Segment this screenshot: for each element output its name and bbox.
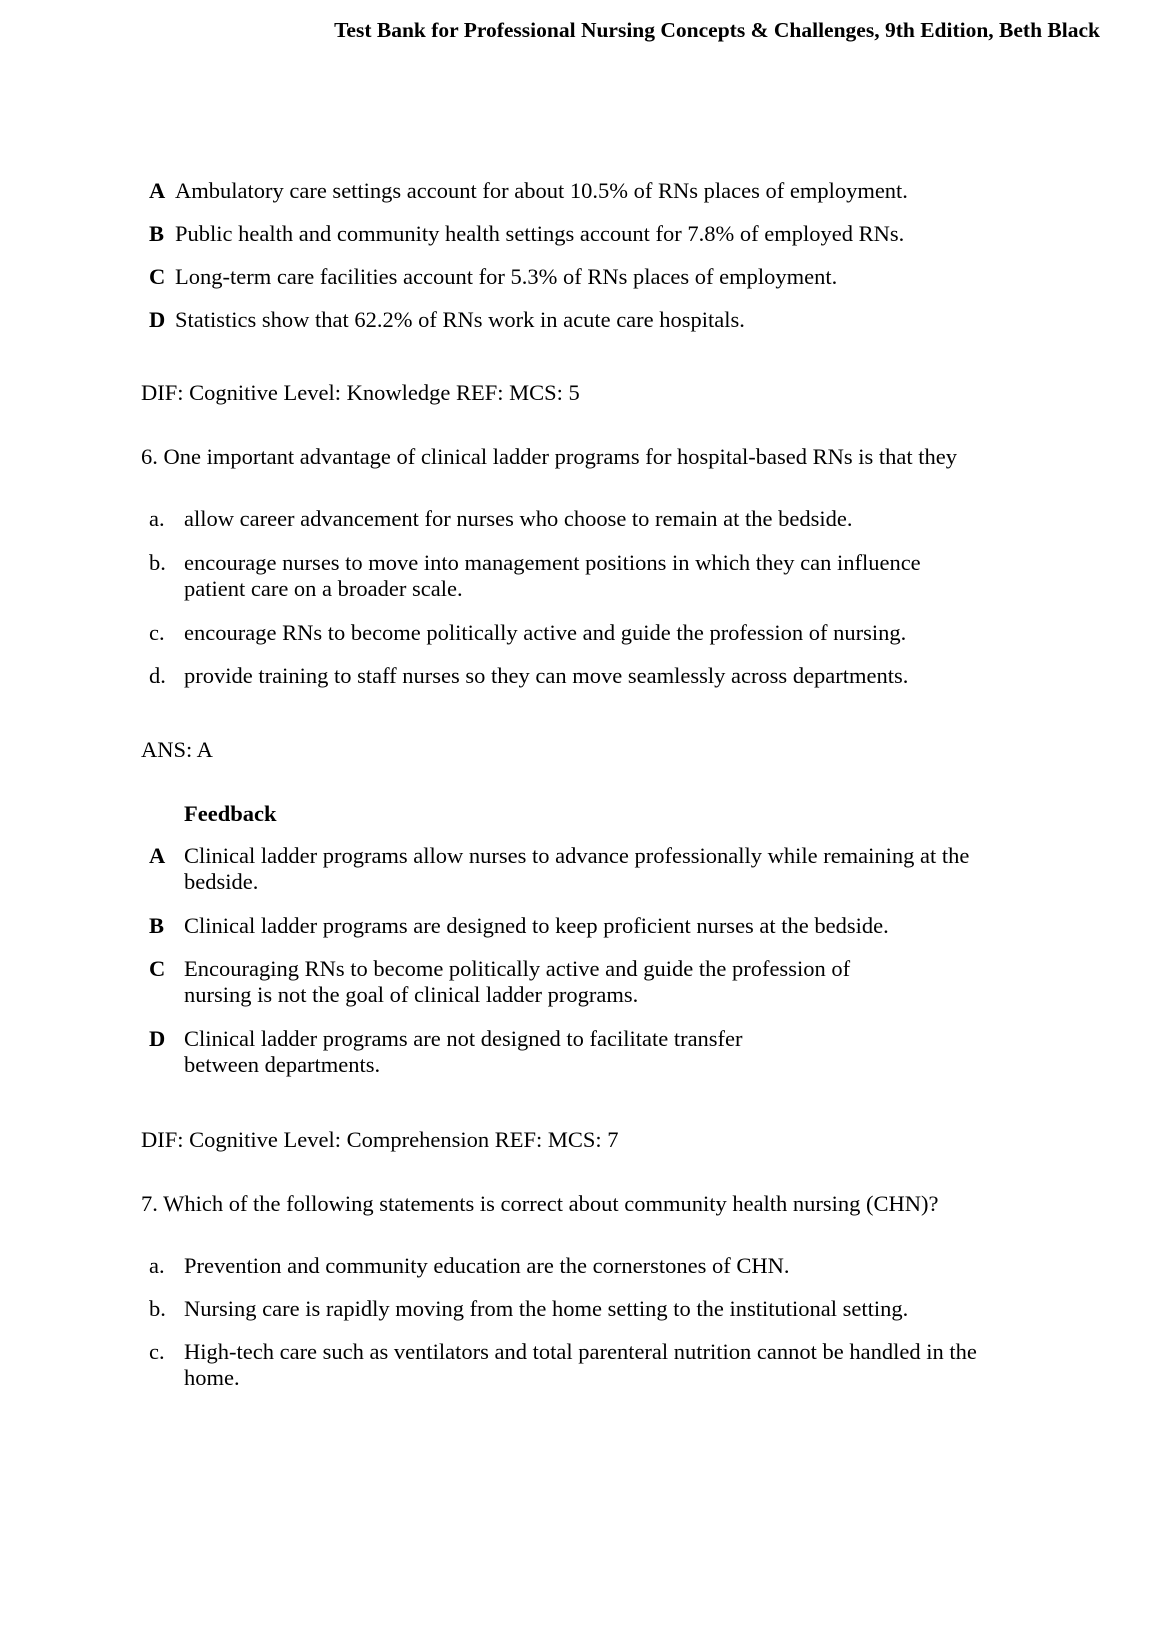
feedback-text: Encouraging RNs to become politically active and guide the profession of nursing is not the goal of clinical ladder programs. [184,956,851,1007]
option-text: Statistics show that 62.2% of RNs work in acute care hospitals. [175,307,745,332]
feedback-label: B [149,913,165,938]
q6-answer: ANS: A [141,737,213,762]
choice-label: c. [149,620,165,645]
q7-stem: 7. Which of the following statements is correct about community health nursing (CHN)? [141,1191,939,1216]
choice-label: c. [149,1339,165,1364]
choice-label: d. [149,663,166,688]
choice-text: provide training to staff nurses so they can move seamlessly across departments. [184,663,909,688]
option-text: Ambulatory care settings account for about 10.5% of RNs places of employment. [175,178,908,203]
q6-stem: 6. One important advantage of clinical ladder programs for hospital-based RNs is that they [141,444,958,469]
choice-text: Prevention and community education are the cornerstones of CHN. [184,1253,790,1278]
page-header-title: Test Bank for Professional Nursing Concepts & Challenges, 9th Edition, Beth Black [334,18,1100,42]
feedback-label: C [149,956,166,981]
feedback-label: D [149,1026,166,1051]
choice-label: a. [149,1253,165,1278]
q6-dif-ref: DIF: Cognitive Level: Comprehension REF: MCS: 7 [141,1127,619,1152]
choice-label: b. [149,1296,166,1321]
q5-dif-ref: DIF: Cognitive Level: Knowledge REF: MCS: 5 [141,380,580,405]
choice-text: allow career advancement for nurses who choose to remain at the bedside. [184,506,853,531]
option-label: D [149,307,166,332]
choice-text: encourage RNs to become politically active and guide the profession of nursing. [184,620,907,645]
choice-label: b. [149,550,166,575]
option-label: C [149,264,166,289]
option-text: Public health and community health settings account for 7.8% of employed RNs. [175,221,905,246]
feedback-text: Clinical ladder programs are not designed to facilitate transfer between departments. [184,1026,743,1077]
choice-text: High-tech care such as ventilators and total parenteral nutrition cannot be handled in the home. [184,1339,977,1390]
option-text: Long-term care facilities account for 5.3% of RNs places of employment. [175,264,838,289]
feedback-label: A [149,843,166,868]
q6-feedback-heading: Feedback [184,801,277,826]
feedback-text: Clinical ladder programs allow nurses to advance professionally while remaining at the bedside. [184,843,970,894]
feedback-text: Clinical ladder programs are designed to keep proficient nurses at the bedside. [184,913,889,938]
choice-text: encourage nurses to move into management positions in which they can influence patient care on a broader scale. [184,550,921,601]
option-label: B [149,221,165,246]
choice-text: Nursing care is rapidly moving from the home setting to the institutional setting. [184,1296,909,1321]
option-label: A [149,178,166,203]
choice-label: a. [149,506,165,531]
